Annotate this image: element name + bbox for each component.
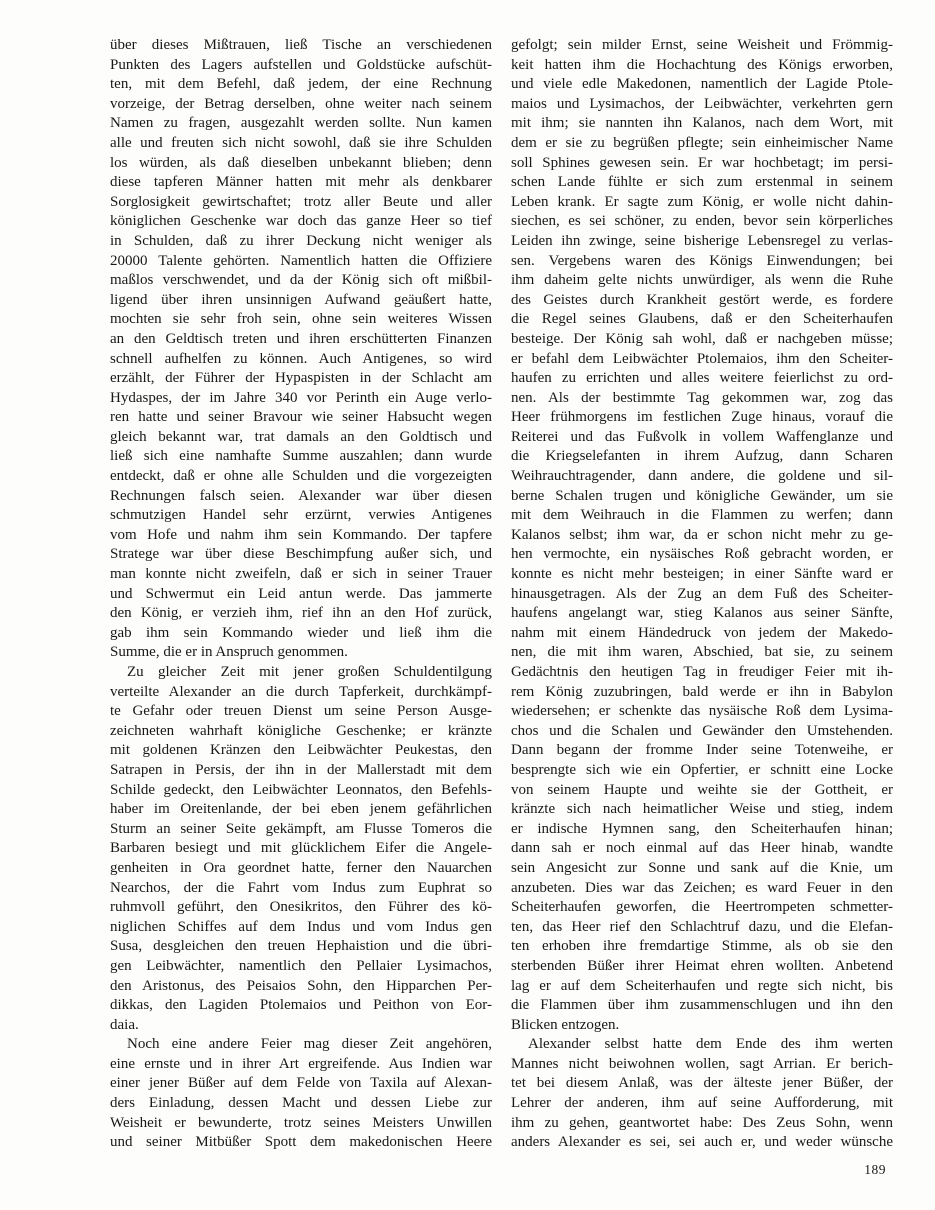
text-line: er indische Hymnen sang, den Scheiterhaufen hinan; [511, 820, 893, 837]
text-line: Blicken entzogen. [511, 1016, 620, 1033]
text-line: siechen, es sei schöner, zu enden, bevor sein körperliches [511, 213, 893, 230]
text-line: nen, die mit ihm waren, Abschied, bat sie, zu seinem [511, 644, 893, 661]
text-line: alle und freuten sich nicht sowohl, daß sie ihre Schulden [110, 134, 492, 151]
text-line: Leiden ihn zwinge, seine bisherige Lebensregel zu verlas- [511, 232, 893, 249]
text-line: maßlos verschwendet, und da der König sich oft mißbil- [110, 272, 492, 289]
text-line: die Kriegselefanten in ihrem Aufzug, dann Scharen [511, 448, 893, 465]
text-line: lag er auf dem Scheiterhaufen und regte sich nicht, bis [511, 977, 893, 994]
text-line: gefolgt; sein milder Ernst, seine Weisheit und Frömmig- [511, 37, 893, 53]
text-line: erzählt, der Führer der Hypaspisten in der Schlacht am [110, 370, 492, 387]
text-line: Heer frühmorgens im festlichen Zuge hinaus, vorauf die [511, 409, 893, 426]
text-line: den Aristonus, des Peisaios Sohn, den Hipparchen Per- [110, 977, 492, 994]
text-line: dann sah er noch einmal auf das Heer hinab, wandte [511, 840, 893, 857]
text-line: rem König zuzubringen, bald werde er ihn in Babylon [511, 683, 893, 700]
text-column-right [511, 36, 893, 1153]
text-columns [110, 36, 893, 1153]
text-line: chos und die Schalen und Gewänder den Umstehenden. [511, 722, 893, 739]
text-line: vorzeige, der Betrag derselben, ohne weiter nach seinem [110, 95, 492, 112]
text-line: Weisheit er bewunderte, trotz seines Meisters Unwillen [110, 1114, 492, 1131]
text-line: Punkten des Lagers aufstellen und Goldstücke aufschüt- [110, 56, 492, 73]
text-line: ließ sich eine namhafte Summe auszahlen; dann wurde [110, 448, 492, 465]
text-column-left [110, 36, 492, 1153]
text-line: dikkas, den Lagiden Ptolemaios und Peithon von Eor- [110, 997, 492, 1014]
text-line: Dann begann der fromme Inder seine Totenweihe, er [511, 742, 893, 759]
text-line: wiedersehen; er schenkte das nysäische Roß dem Lysima- [511, 703, 893, 720]
text-line: Stratege war über diese Beschimpfung außer sich, und [110, 546, 492, 563]
text-line: ihm zu gehen, geantwortet habe: Des Zeus Sohn, wenn [511, 1114, 893, 1131]
text-line: nahm mit einem Händedruck von jedem der Makedo- [511, 624, 893, 641]
text-line: und Schwermut ein Leid antun werde. Das jammerte [110, 585, 492, 602]
text-line: tet bei diesem Anlaß, was der älteste jener Büßer, der [511, 1075, 893, 1092]
text-line: keit hatten ihm die Hochachtung des Königs erworben, [511, 56, 893, 73]
text-line: besteige. Der König sah wohl, daß er nachgeben müsse; [511, 330, 893, 347]
text-line: verteilte Alexander an die durch Tapferkeit, durchkämpf- [110, 683, 492, 700]
text-line: Reiterei und das Fußvolk in vollem Waffenglanze und [511, 428, 893, 445]
text-line: gleich bekannt war, trat damals an den Goldtisch und [110, 428, 492, 445]
text-line: man konnte nicht zweifeln, daß er sich in seiner Trauer [110, 566, 492, 583]
text-line: Schilde gedeckt, den Leibwächter Leonnatos, den Befehls- [110, 781, 492, 798]
text-line: haufens angelangt war, stieg Kalanos aus seiner Sänfte, [511, 605, 893, 622]
text-line: 20000 Talente gehörten. Namentlich hatten die Offiziere [110, 252, 492, 269]
text-line: Namen zu fragen, ausgezahlt werden sollte. Nun kamen [110, 115, 492, 132]
text-line: soll Sphines gewesen sein. Er war hochbetagt; im persi- [511, 154, 893, 171]
text-line: zeichneten wahrhaft königliche Geschenke; er kränzte [110, 722, 492, 739]
text-line: Gedächtnis den heutigen Tag in freudiger Feier mit ih- [511, 664, 893, 680]
text-line: des Geistes durch Krankheit gestört werde, es fordere [511, 291, 893, 308]
text-line: an den Geldtisch treten und ihren erschütterten Finanzen [110, 330, 492, 347]
text-line: in Schulden, daß zu ihrer Deckung nicht weniger als [110, 232, 492, 249]
text-line: einer jener Büßer auf dem Felde von Taxila auf Alexan- [110, 1075, 492, 1092]
text-line: kränzte sich nach heimatlicher Weise und stieg, indem [511, 801, 893, 818]
text-line: Hydaspes, der im Jahre 340 vor Perinth ein Auge verlo- [110, 389, 492, 406]
text-line: mit ihm; sie nannten ihn Kalanos, nach dem Wort, mit [511, 115, 893, 132]
text-line: dem er sie zu begrüßen pflegte; sein einheimischer Name [511, 134, 893, 151]
text-line: te Gefahr oder treuen Dienst um seine Person Ausge- [110, 703, 492, 720]
text-line: daia. [110, 1016, 139, 1033]
text-line: den König, er verzieh ihm, rief ihn an den Hof zurück, [110, 605, 492, 622]
page-number: 189 [864, 1162, 886, 1177]
text-line: haber im Oreitenlande, der bei eben jenem gefährlichen [110, 801, 492, 818]
text-line: gab ihm sein Kommando wieder und ließ ihm die [110, 624, 492, 641]
text-line: er befahl dem Leibwächter Ptolemaios, ihm den Scheiter- [511, 350, 893, 367]
text-line: königlichen Geschenke war doch das ganze Heer so tief [110, 213, 492, 230]
text-line: haufen zu errichten und alles weitere feierlichst zu ord- [511, 370, 893, 387]
text-line: eine ernste und in ihrer Art ergreifende. Aus Indien war [110, 1055, 492, 1072]
text-line: die Regel seines Glaubens, daß er den Scheiterhaufen [511, 311, 893, 328]
text-line: konnte es nicht mehr besteigen; in einer Sänfte ward er [511, 566, 893, 583]
text-line: diese tapferen Männer hatten mit mehr als denkbarer [110, 174, 492, 191]
text-line: Susa, desgleichen den treuen Hephaistion und die übri- [110, 938, 492, 955]
text-line: Alexander selbst hatte dem Ende des ihm werten [528, 1036, 893, 1053]
text-line: ders Einladung, dessen Macht und dessen Liebe zur [110, 1095, 492, 1112]
text-line: schmutzigen Handel sehr erzürnt, verwies Antigenes [110, 507, 492, 524]
text-line: von seinem Haupte und weihte sie der Gottheit, er [511, 781, 893, 798]
text-line: niglichen Schiffes auf dem Indus und vom Indus gen [110, 918, 492, 935]
text-line: besprengte sich wie ein Opfertier, er schnitt eine Locke [511, 761, 893, 778]
text-line: nen. Als der bestimmte Tag gekommen war, zog das [511, 389, 893, 406]
text-line: Noch eine andere Feier mag dieser Zeit angehören, [127, 1036, 492, 1053]
text-line: Nearchos, der die Fahrt vom Indus zum Euphrat so [110, 879, 492, 896]
text-line: anzubeten. Dies war das Zeichen; es ward Feuer in den [511, 879, 893, 896]
text-line: Mannes nicht beiwohnen wollen, sagt Arrian. Er berich- [511, 1055, 893, 1072]
text-line: sen. Vergebens waren des Königs Einwendungen; bei [511, 252, 893, 269]
text-line: ten erhoben ihre fremdartige Stimme, als ob sie den [511, 938, 893, 955]
text-line: Sorglosigkeit gewirtschaftet; trotz aller Beute und aller [110, 193, 492, 210]
text-line: mit goldenen Kränzen den Leibwächter Peukestas, den [110, 742, 492, 759]
text-line: anders Alexander es sei, sei auch er, und weder wünsche [511, 1134, 893, 1151]
text-line: entdeckt, daß er ohne alle Schulden und die vorgezeigten [110, 468, 492, 485]
text-line: sterbenden Büßer ihrer Heimat ehren wollten. Anbetend [511, 957, 893, 974]
text-line: Summe, die er in Anspruch genommen. [110, 644, 348, 661]
text-line: Scheiterhaufen geworfen, die Heertrompeten schmetter- [511, 899, 893, 916]
text-line: über dieses Mißtrauen, ließ Tische an verschiedenen [110, 37, 492, 53]
text-line: und seiner Mitbüßer Spott dem makedonischen Heere [110, 1134, 492, 1151]
text-line: hen vermochte, ein nysäisches Roß gebracht worden, er [511, 546, 893, 563]
text-line: los würden, als daß dieselben unbekannt blieben; denn [110, 154, 492, 171]
text-line: Rechnungen falsch seien. Alexander war über diesen [110, 487, 492, 504]
text-line: gen Leibwächter, namentlich den Pellaier Lysimachos, [110, 957, 492, 974]
text-line: vom Hofe und nahm ihm sein Kommando. Der tapfere [110, 526, 492, 543]
text-line: die Flammen über ihm zusammenschlugen und ihn den [511, 997, 893, 1014]
text-line: Zu gleicher Zeit mit jener großen Schuldentilgung [127, 664, 492, 680]
text-line: Sturm an seiner Seite gekämpft, am Flusse Tomeros die [110, 820, 492, 837]
text-line: ren hatte und seiner Bravour wie seiner Habsucht wegen [110, 409, 492, 426]
text-line: Satrapen in Persis, der ihn in der Mallerstadt mit dem [110, 761, 492, 778]
text-line: genheiten in Ora geordnet hatte, ferner den Nauarchen [110, 859, 492, 876]
text-line: Kalanos selbst; ihm war, da er schon nicht mehr zu ge- [511, 526, 893, 543]
text-line: mit dem Weihrauch in die Flammen zu werfen; dann [511, 507, 893, 524]
text-line: mochten sie sehr froh sein, ohne sein weiteres Wissen [110, 311, 492, 328]
text-line: ruhmvoll geführt, den Onesikritos, den Führer des kö- [110, 899, 492, 916]
text-line: ihm daheim gelte nichts unwürdiger, als wenn die Ruhe [511, 272, 893, 289]
text-line: sein Angesicht zur Sonne und sank auf die Knie, um [511, 859, 893, 876]
text-line: ten, das Heer rief den Schlachtruf dazu, und die Elefan- [511, 918, 893, 935]
text-line: maios und Lysimachos, der Leibwächter, verkehrten gern [511, 95, 893, 112]
text-line: ligend über ihren unsinnigen Aufwand geäußert hatte, [110, 291, 492, 308]
text-line: Barbaren besiegt und mit glücklichem Eifer die Angele- [110, 840, 492, 857]
text-line: berne Schalen trugen und königliche Gewänder, um sie [511, 487, 893, 504]
text-line: schnell aufhelfen zu können. Auch Antigenes, so wird [110, 350, 492, 367]
text-line: Lehrer der anderen, ihm auf seine Aufforderung, mit [511, 1095, 893, 1112]
text-line: hinausgetragen. Als der Zug an dem Fuß des Scheiter- [511, 585, 893, 602]
text-line: Leben krank. Er sagte zum König, er wolle nicht dahin- [511, 193, 893, 210]
text-line: ten, mit dem Befehl, daß jedem, der eine Rechnung [110, 76, 492, 93]
text-line: Weihrauchtragender, dann andere, die goldene und sil- [511, 468, 893, 485]
text-line: schen Lande fühlte er sich zum erstenmal in seinem [511, 174, 893, 191]
text-line: und viele edle Makedonen, namentlich der Lagide Ptole- [511, 76, 893, 93]
